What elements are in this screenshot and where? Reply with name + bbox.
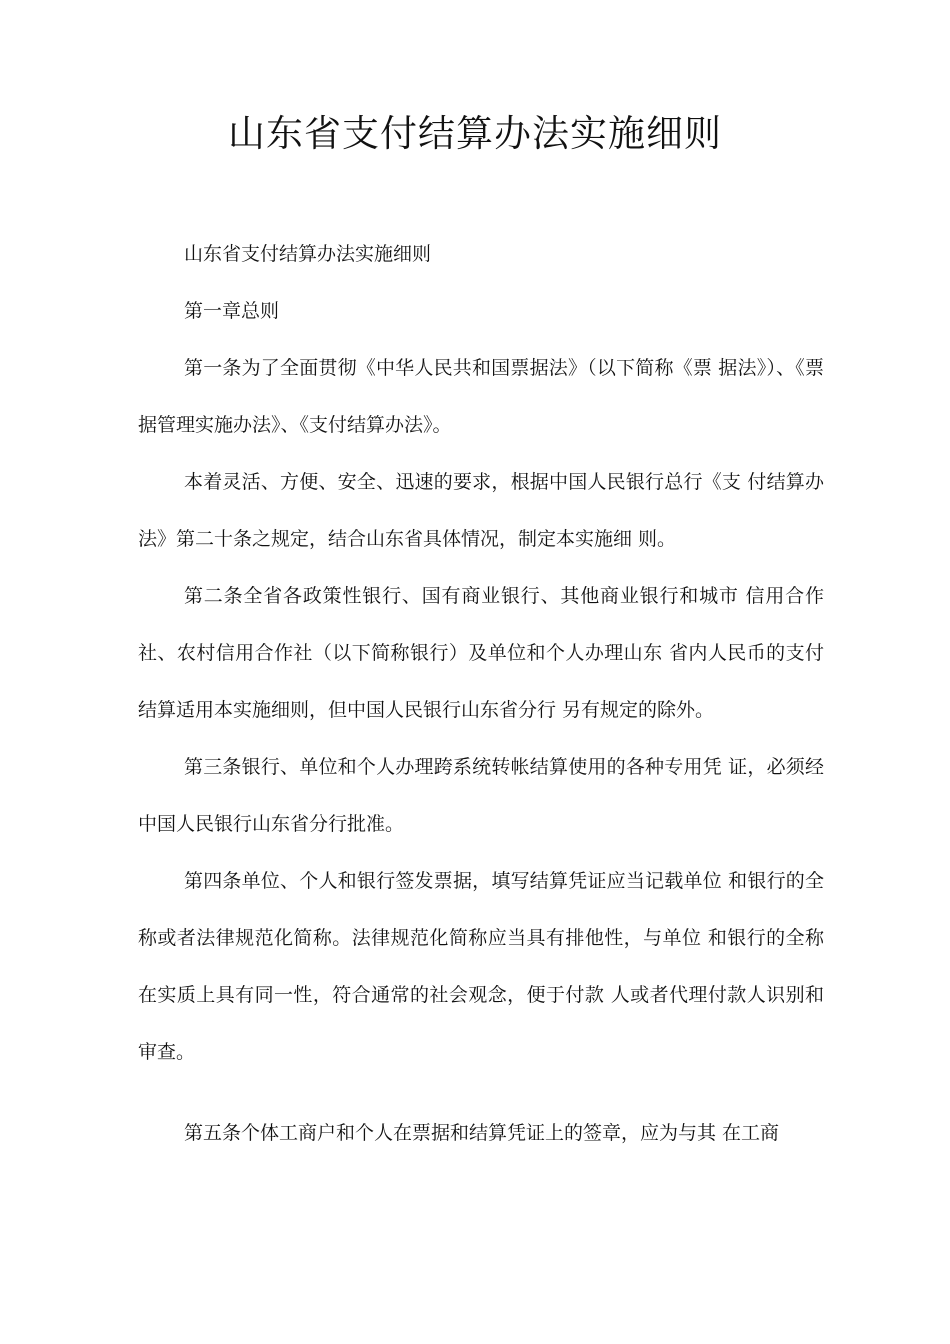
paragraph-heading: 山东省支付结算办法实施细则	[184, 243, 432, 265]
paragraph-article-3: 第三条银行、单位和个人办理跨系统转帐结算使用的各种专用凭 证，必须经中国人民银行山东省分行批准。	[138, 756, 824, 835]
paragraph-article-4: 第四条单位、个人和银行签发票据，填写结算凭证应当记载单位 和银行的全称或者法律规范化简称。法律规范化简称应当具有排他性，与单位 和银行的全称在实质上具有同一性，符合通常的社会观念，便于付款 人或者代理付款人识别和审查。	[138, 870, 824, 1063]
paragraph-chapter-1: 第一章总则	[184, 300, 280, 322]
paragraph-article-5: 第五条个体工商户和个人在票据和结算凭证上的签章，应为与其 在工商	[184, 1122, 780, 1144]
paragraph-article-2: 第二条全省各政策性银行、国有商业银行、其他商业银行和城市 信用合作社、农村信用合作社（以下简称银行）及单位和个人办理山东 省内人民币的支付结算适用本实施细则，但中国人民银行山东省分行 另有规定的除外。	[138, 585, 824, 721]
document-title: 山东省支付结算办法实施细则	[228, 112, 722, 155]
document-body	[138, 226, 824, 1162]
paragraph-principle: 本着灵活、方便、安全、迅速的要求，根据中国人民银行总行《支 付结算办法》第二十条之规定，结合山东省具体情况，制定本实施细 则。	[138, 471, 824, 550]
paragraph-article-1: 第一条为了全面贯彻《中华人民共和国票据法》（以下简称《票 据法》）、《票据管理实施办法》、《支付结算办法》。	[138, 357, 824, 436]
